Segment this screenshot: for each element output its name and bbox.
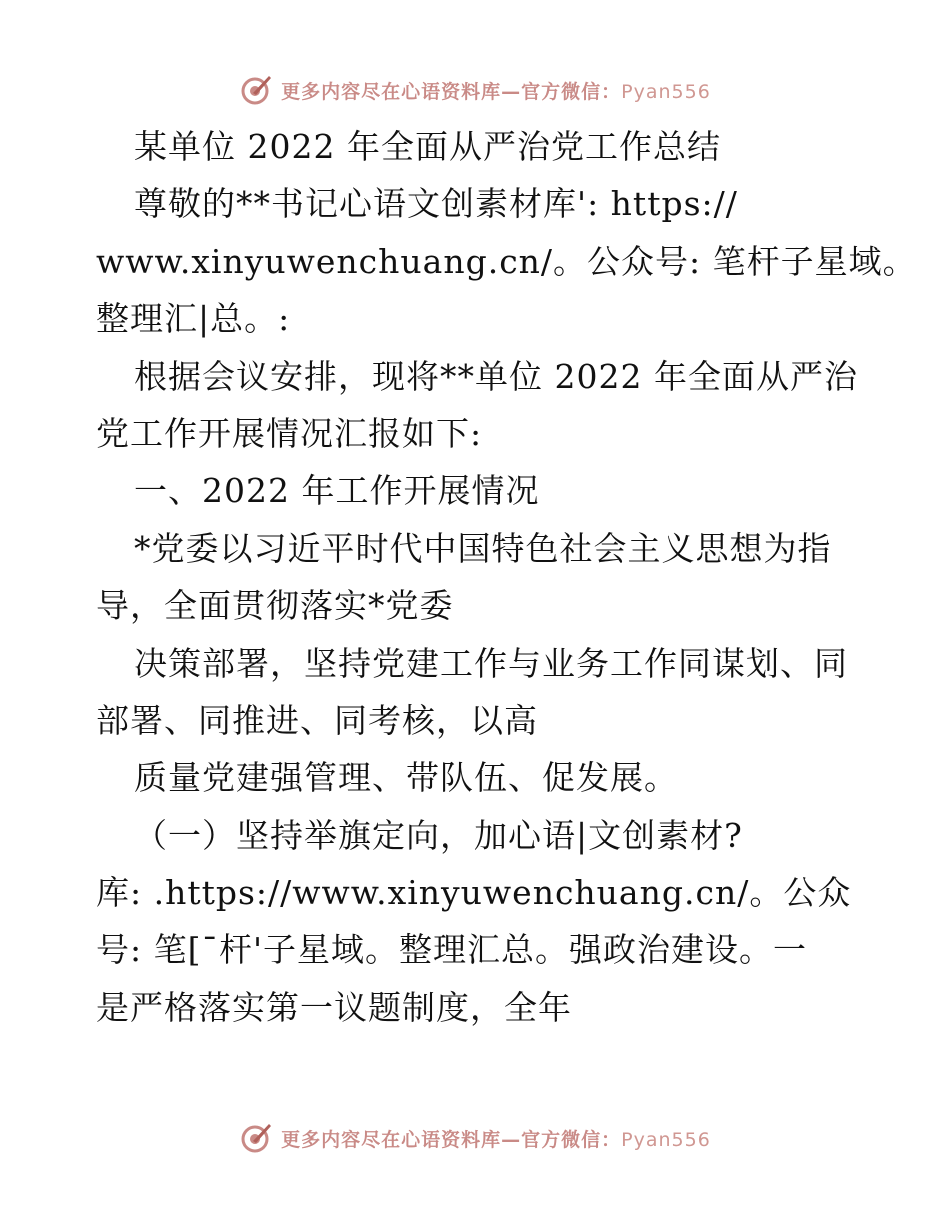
text-line: 根据会议安排，现将**单位 2022 年全面从严治: [134, 356, 858, 396]
text-line: （一）坚持举旗定向，加心语|文创素材?: [134, 815, 743, 855]
quill-logo-icon: [239, 1121, 273, 1155]
text-line: 决策部署，坚持党建工作与业务工作同谋划、同: [134, 643, 848, 683]
watermark-handle: Pyan556: [621, 1128, 711, 1151]
text-line: 党工作开展情况汇报如下:: [96, 413, 483, 453]
text-line: 是严格落实第一议题制度，全年: [96, 987, 572, 1027]
text-line: 一、2022 年工作开展情况: [134, 471, 540, 511]
text-line: 库: .https://www.xinyuwenchuang.cn/。公众: [96, 873, 852, 913]
footer-watermark: [0, 1118, 950, 1158]
text-line: 质量党建强管理、带队伍、促发展。: [134, 758, 678, 798]
document-body: [96, 118, 917, 1036]
header-watermark: [0, 70, 950, 110]
text-line: 导，全面贯彻落实*党委: [96, 586, 454, 626]
text-line: 某单位 2022 年全面从严治党工作总结: [134, 127, 721, 166]
text-line: 尊敬的**书记心语文创素材库': https://: [134, 184, 738, 224]
text-line: 整理汇|总。:: [96, 299, 291, 339]
text-line: www.xinyuwenchuang.cn/。公众号: 笔杆子星域。: [96, 241, 917, 281]
text-line: 部署、同推进、同考核，以高: [96, 700, 538, 740]
watermark-text: 更多内容尽在心语资料库—官方微信：Pyan556: [281, 80, 711, 103]
quill-logo-icon: [239, 73, 273, 107]
text-line: 号: 笔[¯杆'子星域。整理汇总。强政治建设。一: [96, 930, 808, 970]
watermark-handle: Pyan556: [621, 80, 711, 103]
watermark-text: 更多内容尽在心语资料库—官方微信：Pyan556: [281, 1128, 711, 1151]
text-line: *党委以习近平时代中国特色社会主义思想为指: [134, 528, 832, 568]
